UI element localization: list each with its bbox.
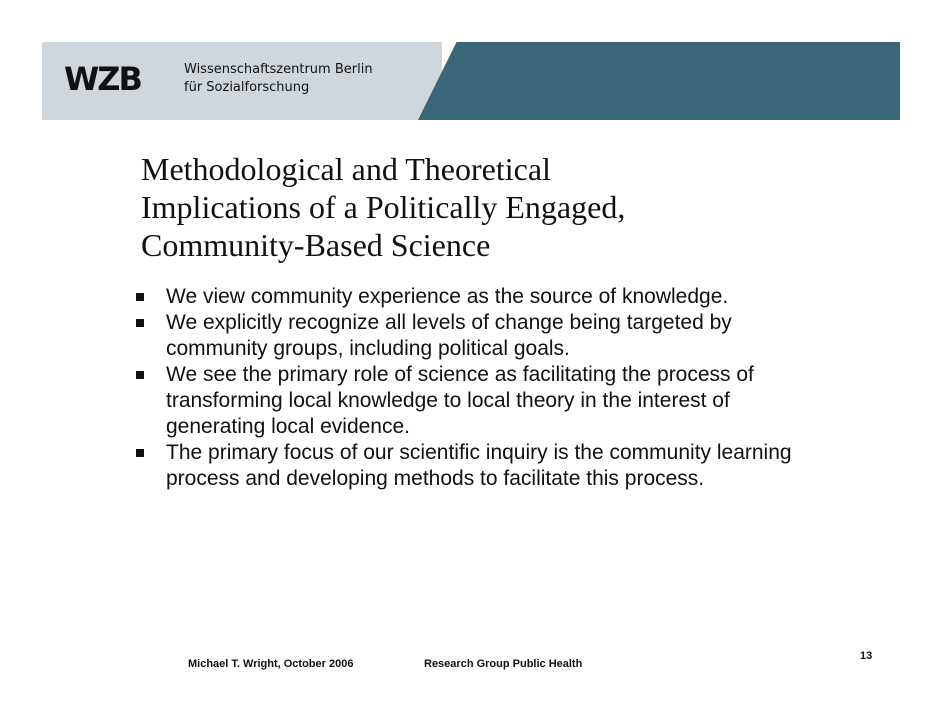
square-bullet-icon [136, 319, 144, 327]
title-line-3: Community-Based Science [141, 227, 491, 263]
square-bullet-icon [136, 371, 144, 379]
org-name-line-1: Wissenschaftszentrum Berlin [184, 62, 373, 77]
bullet-list [132, 284, 792, 492]
wzb-logo: WZB [64, 60, 141, 98]
header-dark-panel [418, 42, 900, 120]
bullet-item [132, 284, 792, 310]
header-banner [42, 42, 900, 120]
footer-group: Research Group Public Health [424, 658, 583, 670]
header-light-panel [42, 42, 442, 120]
title-line-1: Methodological and Theoretical [141, 151, 551, 187]
org-name-line-2: für Sozialforschung [184, 80, 310, 95]
bullet-text: We view community experience as the source of knowledge. [166, 285, 729, 308]
bullet-item [132, 310, 792, 362]
footer-author: Michael T. Wright, October 2006 [188, 658, 354, 670]
bullet-item [132, 440, 792, 492]
bullet-text: We explicitly recognize all levels of change being targeted by community groups, including political goals. [166, 311, 732, 360]
square-bullet-icon [136, 293, 144, 301]
page-number: 13 [860, 650, 873, 662]
title-line-2: Implications of a Politically Engaged, [141, 189, 626, 225]
bullet-text: We see the primary role of science as facilitating the process of transforming local knowledge to local theory in the interest of generating local evidence. [166, 363, 754, 438]
square-bullet-icon [136, 449, 144, 457]
slide-title [141, 150, 761, 264]
bullet-item [132, 362, 792, 440]
bullet-text: The primary focus of our scientific inquiry is the community learning process and developing methods to facilitate this process. [166, 441, 792, 490]
